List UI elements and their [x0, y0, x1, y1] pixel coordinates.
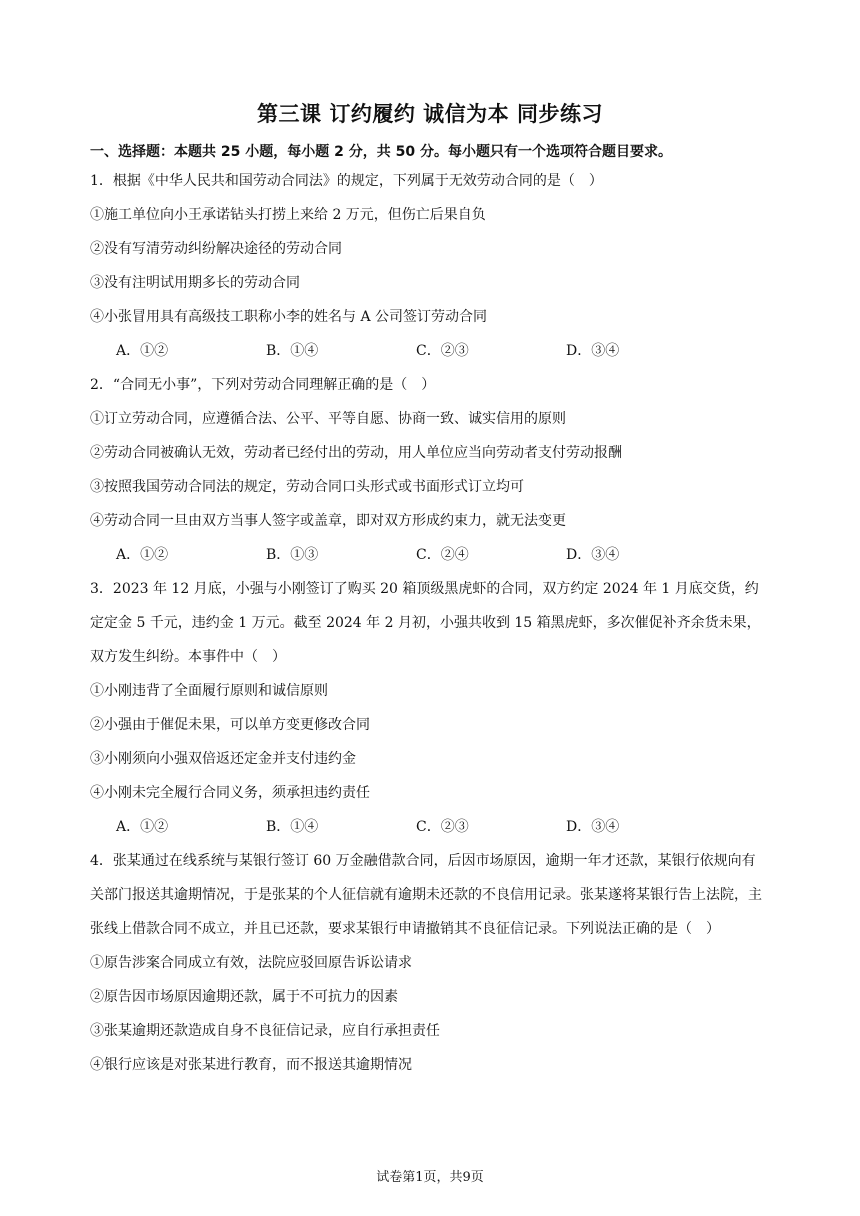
option-d[interactable]: D．③④ — [566, 343, 620, 359]
answer-options — [90, 334, 762, 368]
option-c[interactable]: C．②③ — [416, 819, 469, 835]
question-stem: 1．根据《中华人民共和国劳动合同法》的规定，下列属于无效劳动合同的是（ ） — [90, 173, 603, 189]
statement: ③张某逾期还款造成自身不良征信记录，应自行承担责任 — [90, 1023, 440, 1039]
option-d[interactable]: D．③④ — [566, 819, 620, 835]
question-stem: 3．2023 年 12 月底，小强与小刚签订了购买 20 箱顶级黑虎虾的合同，双方约定 2024 年 1 月底交货，约定定金 5 千元，违约金 1 万元。截至 2024 年 2 月初，小强共收到 15 箱黑虎虾，多次催促补齐余货未果，双方发生纠纷。本事件中（ ） — [90, 581, 761, 665]
option-a[interactable]: A．①② — [116, 547, 169, 563]
statement: ②没有写清劳动纠纷解决途径的劳动合同 — [90, 241, 342, 257]
section-heading: 一、选择题：本题共 25 小题，每小题 2 分，共 50 分。每小题只有一个选项符合题目要求。 — [90, 144, 672, 160]
question-stem: 4．张某通过在线系统与某银行签订 60 万金融借款合同，后因市场原因，逾期一年才还款，某银行依规向有关部门报送其逾期情况，于是张某的个人征信就有逾期未还款的不良信用记录。张某遂将某银行告上法院，主张线上借款合同不成立，并且已还款，要求某银行申请撤销其不良征信记录。下列说法正确的是（ ） — [90, 853, 762, 937]
option-a[interactable]: A．①② — [116, 819, 169, 835]
question-1 — [90, 164, 762, 368]
statement: ①原告涉案合同成立有效，法院应驳回原告诉讼请求 — [90, 955, 412, 971]
statement: ④劳动合同一旦由双方当事人签字或盖章，即对双方形成约束力，就无法变更 — [90, 513, 566, 529]
page-footer: 试卷第1页，共9页 — [376, 1170, 484, 1185]
page-title: 第三课 订约履约 诚信为本 同步练习 — [257, 102, 603, 126]
option-a[interactable]: A．①② — [116, 343, 169, 359]
statement: ①施工单位向小王承诺钻头打捞上来给 2 万元，但伤亡后果自负 — [90, 207, 486, 223]
question-stem: 2．“合同无小事”，下列对劳动合同理解正确的是（ ） — [90, 377, 436, 393]
question-3 — [90, 572, 762, 844]
option-b[interactable]: B．①④ — [266, 343, 319, 359]
statement: ③按照我国劳动合同法的规定，劳动合同口头形式或书面形式订立均可 — [90, 479, 524, 495]
question-2 — [90, 368, 762, 572]
question-list — [90, 164, 762, 1082]
statement: ④小张冒用具有高级技工职称小李的姓名与 A 公司签订劳动合同 — [90, 309, 488, 325]
statement: ②劳动合同被确认无效，劳动者已经付出的劳动，用人单位应当向劳动者支付劳动报酬 — [90, 445, 622, 461]
option-c[interactable]: C．②④ — [416, 547, 469, 563]
option-d[interactable]: D．③④ — [566, 547, 620, 563]
statement: ②原告因市场原因逾期还款，属于不可抗力的因素 — [90, 989, 398, 1005]
statement: ③没有注明试用期多长的劳动合同 — [90, 275, 300, 291]
option-b[interactable]: B．①④ — [266, 819, 319, 835]
statement: ④小刚未完全履行合同义务，须承担违约责任 — [90, 785, 370, 801]
answer-options — [90, 810, 762, 844]
statement: ①小刚违背了全面履行原则和诚信原则 — [90, 683, 328, 699]
option-b[interactable]: B．①③ — [266, 547, 319, 563]
answer-options — [90, 538, 762, 572]
question-4 — [90, 844, 762, 1082]
statement: ④银行应该是对张某进行教育，而不报送其逾期情况 — [90, 1057, 412, 1073]
statement: ③小刚须向小强双倍返还定金并支付违约金 — [90, 751, 356, 767]
statement: ②小强由于催促未果，可以单方变更修改合同 — [90, 717, 370, 733]
statement: ①订立劳动合同，应遵循合法、公平、平等自愿、协商一致、诚实信用的原则 — [90, 411, 566, 427]
option-c[interactable]: C．②③ — [416, 343, 469, 359]
